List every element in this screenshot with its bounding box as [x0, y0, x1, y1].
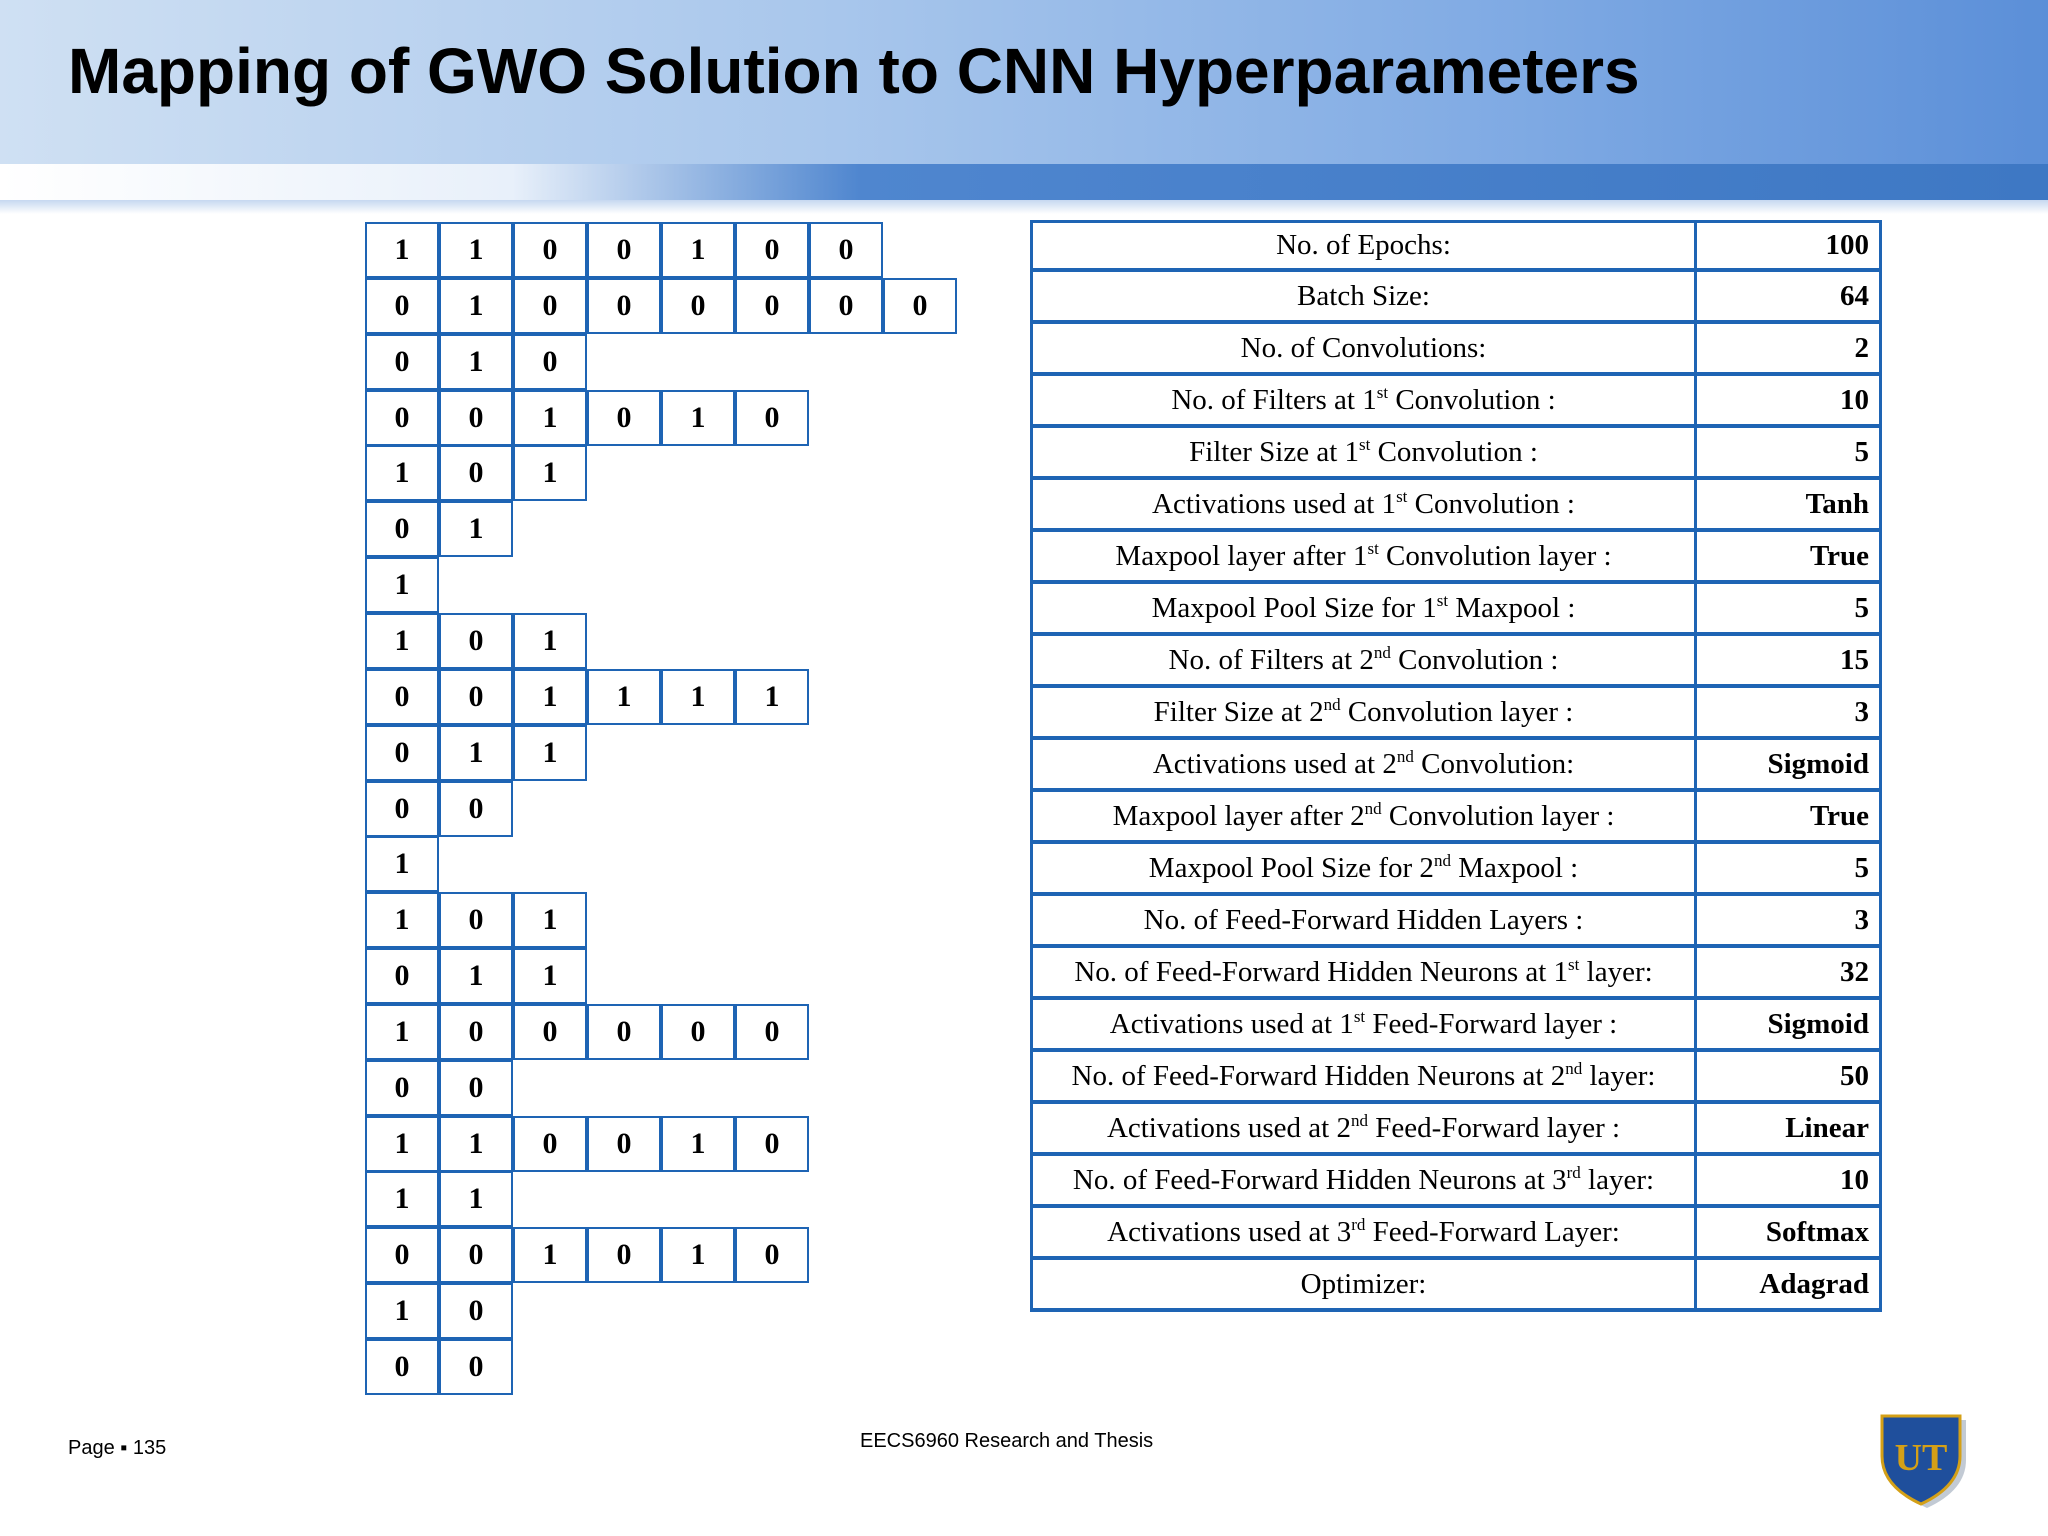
- param-row: [1030, 1156, 1882, 1208]
- bit-cell: 1: [365, 1283, 439, 1339]
- param-label: [1030, 740, 1697, 792]
- bit-cell: 0: [439, 1004, 513, 1060]
- param-row: [1030, 376, 1882, 428]
- param-value: Softmax: [1697, 1208, 1882, 1260]
- param-label-text: Filter Size at 1: [1189, 435, 1359, 468]
- param-row: [1030, 1052, 1882, 1104]
- logo-lettering: UT: [1894, 1437, 1948, 1479]
- ordinal-suffix: nd: [1373, 642, 1391, 662]
- param-label-text: Maxpool :: [1448, 591, 1576, 624]
- param-label-text: Feed-Forward layer :: [1367, 1111, 1621, 1144]
- bit-cell: 1: [439, 948, 513, 1004]
- param-row: [1030, 792, 1882, 844]
- param-label: [1030, 896, 1697, 948]
- bit-cell: 0: [513, 334, 587, 390]
- bit-cell: 0: [587, 278, 661, 334]
- param-label-text: Convolution layer :: [1378, 539, 1612, 572]
- bit-cell: 0: [735, 278, 809, 334]
- param-label-text: Batch Size:: [1297, 279, 1430, 312]
- param-row: [1030, 324, 1882, 376]
- param-value: True: [1697, 792, 1882, 844]
- bit-cell: 1: [365, 445, 439, 501]
- bit-cell: 0: [365, 390, 439, 446]
- param-label-text: Activations used at 1: [1152, 487, 1397, 520]
- param-row: [1030, 220, 1882, 272]
- param-row: [1030, 480, 1882, 532]
- param-label: [1030, 792, 1697, 844]
- param-value: Sigmoid: [1697, 1000, 1882, 1052]
- param-value: 5: [1697, 428, 1882, 480]
- bit-cell: 0: [513, 1004, 587, 1060]
- param-value: 3: [1697, 688, 1882, 740]
- param-label: [1030, 1052, 1697, 1104]
- bit-cell: 1: [513, 948, 587, 1004]
- bit-cell: 0: [735, 1227, 809, 1283]
- bit-cell: 0: [365, 278, 439, 334]
- param-value: Sigmoid: [1697, 740, 1882, 792]
- param-row: [1030, 1260, 1882, 1312]
- bit-cell: 0: [365, 948, 439, 1004]
- bit-cell: 0: [365, 1060, 439, 1116]
- bit-cell: 0: [661, 1004, 735, 1060]
- param-row: [1030, 1208, 1882, 1260]
- param-label-text: layer:: [1579, 955, 1653, 988]
- param-label: [1030, 480, 1697, 532]
- param-value: Linear: [1697, 1104, 1882, 1156]
- param-label: [1030, 1104, 1697, 1156]
- param-value: Adagrad: [1697, 1260, 1882, 1312]
- bit-cell: 0: [809, 278, 883, 334]
- ordinal-suffix: st: [1359, 434, 1371, 454]
- ordinal-suffix: nd: [1433, 850, 1451, 870]
- ordinal-suffix: rd: [1351, 1214, 1366, 1234]
- param-row: [1030, 844, 1882, 896]
- bit-cell: 0: [439, 1283, 513, 1339]
- bit-cell: 1: [439, 1116, 513, 1172]
- bit-cell: 0: [439, 613, 513, 669]
- param-value: 5: [1697, 584, 1882, 636]
- param-label: [1030, 688, 1697, 740]
- param-label: [1030, 584, 1697, 636]
- bit-cell: 0: [587, 1227, 661, 1283]
- ut-shield-logo: [1872, 1410, 1972, 1510]
- bit-cell: 0: [735, 222, 809, 278]
- bit-cell: 0: [587, 1116, 661, 1172]
- param-row: [1030, 1000, 1882, 1052]
- param-label-text: Filter Size at 2: [1153, 695, 1324, 728]
- param-label-text: Convolution:: [1413, 747, 1575, 780]
- footer-course-title: EECS6960 Research and Thesis: [860, 1430, 1154, 1452]
- param-label-text: No. of Convolutions:: [1240, 331, 1487, 364]
- param-label: [1030, 532, 1697, 584]
- param-label-text: No. of Feed-Forward Hidden Neurons at 1: [1074, 955, 1569, 988]
- slide-title: Mapping of GWO Solution to CNN Hyperparameters: [68, 35, 1640, 107]
- param-value: 3: [1697, 896, 1882, 948]
- param-label-text: Convolution :: [1388, 383, 1556, 416]
- bit-cell: 0: [735, 1004, 809, 1060]
- bit-cell: 1: [513, 1227, 587, 1283]
- param-label: [1030, 1208, 1697, 1260]
- bit-cell: 0: [365, 1339, 439, 1395]
- bit-cell: 1: [513, 445, 587, 501]
- bit-cell: 0: [365, 501, 439, 557]
- bit-cell: 1: [439, 725, 513, 781]
- param-label-text: layer:: [1582, 1059, 1656, 1092]
- page-number: Page ▪ 135: [68, 1437, 167, 1459]
- param-label-text: Feed-Forward Layer:: [1365, 1215, 1620, 1248]
- bit-cell: 0: [735, 1116, 809, 1172]
- bit-cell: 0: [439, 390, 513, 446]
- ordinal-suffix: rd: [1566, 1162, 1581, 1182]
- param-value: 10: [1697, 1156, 1882, 1208]
- bit-cell: 1: [365, 222, 439, 278]
- ordinal-suffix: st: [1376, 382, 1389, 402]
- bit-cell: 1: [513, 390, 587, 446]
- bit-cell: 1: [661, 669, 735, 725]
- bit-cell: 0: [365, 669, 439, 725]
- bit-cell: 1: [439, 222, 513, 278]
- bit-cell: 0: [439, 892, 513, 948]
- bit-cell: 0: [735, 390, 809, 446]
- param-value: True: [1697, 532, 1882, 584]
- param-label: [1030, 948, 1697, 1000]
- param-label-text: Convolution :: [1390, 643, 1559, 676]
- bit-cell: 0: [439, 1060, 513, 1116]
- bit-cell: 0: [365, 334, 439, 390]
- bit-cell: 1: [513, 892, 587, 948]
- param-label: [1030, 1260, 1697, 1312]
- bit-cell: 1: [365, 613, 439, 669]
- param-label: [1030, 1156, 1697, 1208]
- param-row: [1030, 272, 1882, 324]
- bit-cell: 1: [365, 836, 439, 892]
- param-label: [1030, 636, 1697, 688]
- param-label-text: Maxpool layer after 2: [1112, 799, 1365, 832]
- bit-cell: 0: [587, 390, 661, 446]
- ordinal-suffix: st: [1353, 1006, 1366, 1026]
- bit-cell: 0: [365, 725, 439, 781]
- bit-cell: 1: [513, 725, 587, 781]
- param-row: [1030, 532, 1882, 584]
- param-value: 64: [1697, 272, 1882, 324]
- bit-cell: 0: [513, 1116, 587, 1172]
- bit-cell: 1: [439, 1171, 513, 1227]
- bit-cell: 0: [439, 669, 513, 725]
- bit-cell: 0: [513, 278, 587, 334]
- bit-cell: 1: [661, 222, 735, 278]
- param-label-text: Maxpool :: [1450, 851, 1579, 884]
- param-row: [1030, 896, 1882, 948]
- bit-cell: 0: [587, 222, 661, 278]
- param-row: [1030, 688, 1882, 740]
- ordinal-suffix: st: [1436, 590, 1449, 610]
- bit-cell: 1: [365, 892, 439, 948]
- param-row: [1030, 740, 1882, 792]
- param-label-text: No. of Filters at 1: [1171, 383, 1377, 416]
- bit-cell: 1: [513, 669, 587, 725]
- param-label: [1030, 220, 1697, 272]
- param-label-text: No. of Feed-Forward Hidden Neurons at 2: [1071, 1059, 1566, 1092]
- param-label-text: Maxpool layer after 1: [1115, 539, 1368, 572]
- param-label-text: No. of Feed-Forward Hidden Neurons at 3: [1072, 1163, 1567, 1196]
- bit-cell: 0: [365, 1227, 439, 1283]
- param-label: [1030, 376, 1697, 428]
- param-label: [1030, 844, 1697, 896]
- param-label-text: Maxpool Pool Size for 1: [1151, 591, 1437, 624]
- param-row: [1030, 1104, 1882, 1156]
- param-label-text: Convolution layer :: [1340, 695, 1574, 728]
- param-value: 100: [1697, 220, 1882, 272]
- param-label-text: Maxpool Pool Size for 2: [1148, 851, 1434, 884]
- param-label: [1030, 428, 1697, 480]
- bit-cell: 0: [439, 1339, 513, 1395]
- bit-cell: 0: [439, 445, 513, 501]
- param-label-text: Convolution :: [1407, 487, 1575, 520]
- param-label-text: Activations used at 1: [1109, 1007, 1354, 1040]
- bit-cell: 1: [661, 1227, 735, 1283]
- param-value: 32: [1697, 948, 1882, 1000]
- bit-cell: 1: [439, 278, 513, 334]
- bit-cell: 1: [513, 613, 587, 669]
- bit-cell: 1: [661, 1116, 735, 1172]
- param-label-text: No. of Filters at 2: [1168, 643, 1374, 676]
- param-label-text: Feed-Forward layer :: [1365, 1007, 1618, 1040]
- param-value: 2: [1697, 324, 1882, 376]
- bit-cell: 1: [365, 1004, 439, 1060]
- param-row: [1030, 584, 1882, 636]
- param-label-text: No. of Epochs:: [1276, 229, 1451, 261]
- param-label-text: Convolution layer :: [1381, 799, 1615, 832]
- ordinal-suffix: st: [1568, 954, 1580, 974]
- param-label-text: Convolution :: [1370, 435, 1538, 468]
- param-label-text: Activations used at 2: [1106, 1111, 1351, 1144]
- bit-cell: 0: [809, 222, 883, 278]
- ordinal-suffix: st: [1367, 538, 1379, 558]
- bit-cell: 1: [365, 557, 439, 613]
- param-label-text: No. of Feed-Forward Hidden Layers :: [1143, 903, 1584, 936]
- param-row: [1030, 636, 1882, 688]
- bit-cell: 0: [439, 781, 513, 837]
- param-row: [1030, 948, 1882, 1000]
- bit-cell: 1: [439, 334, 513, 390]
- bit-cell: 1: [365, 1171, 439, 1227]
- param-label: [1030, 324, 1697, 376]
- bit-cell: 0: [883, 278, 957, 334]
- ordinal-suffix: nd: [1396, 746, 1414, 766]
- ordinal-suffix: nd: [1565, 1058, 1583, 1078]
- bit-cell: 1: [439, 501, 513, 557]
- cnn-hyperparameter-table: [1030, 220, 1882, 1312]
- param-label-text: Activations used at 3: [1107, 1215, 1352, 1248]
- param-value: 50: [1697, 1052, 1882, 1104]
- param-value: 15: [1697, 636, 1882, 688]
- ordinal-suffix: nd: [1323, 694, 1341, 714]
- ordinal-suffix: nd: [1364, 798, 1382, 818]
- bit-cell: 1: [365, 1116, 439, 1172]
- bit-cell: 1: [735, 669, 809, 725]
- bit-cell: 0: [513, 222, 587, 278]
- bit-cell: 0: [661, 278, 735, 334]
- param-value: 5: [1697, 844, 1882, 896]
- bit-cell: 0: [587, 1004, 661, 1060]
- bit-cell: 1: [661, 390, 735, 446]
- param-label: [1030, 272, 1697, 324]
- param-label-text: layer:: [1580, 1163, 1655, 1196]
- bit-cell: 0: [365, 781, 439, 837]
- param-label-text: Optimizer:: [1300, 1267, 1427, 1300]
- param-value: 10: [1697, 376, 1882, 428]
- param-value: Tanh: [1697, 480, 1882, 532]
- param-row: [1030, 428, 1882, 480]
- bit-cell: 1: [587, 669, 661, 725]
- param-label-text: Activations used at 2: [1152, 747, 1397, 780]
- ordinal-suffix: nd: [1350, 1110, 1368, 1130]
- bit-cell: 0: [439, 1227, 513, 1283]
- ordinal-suffix: st: [1396, 486, 1408, 506]
- param-label: [1030, 1000, 1697, 1052]
